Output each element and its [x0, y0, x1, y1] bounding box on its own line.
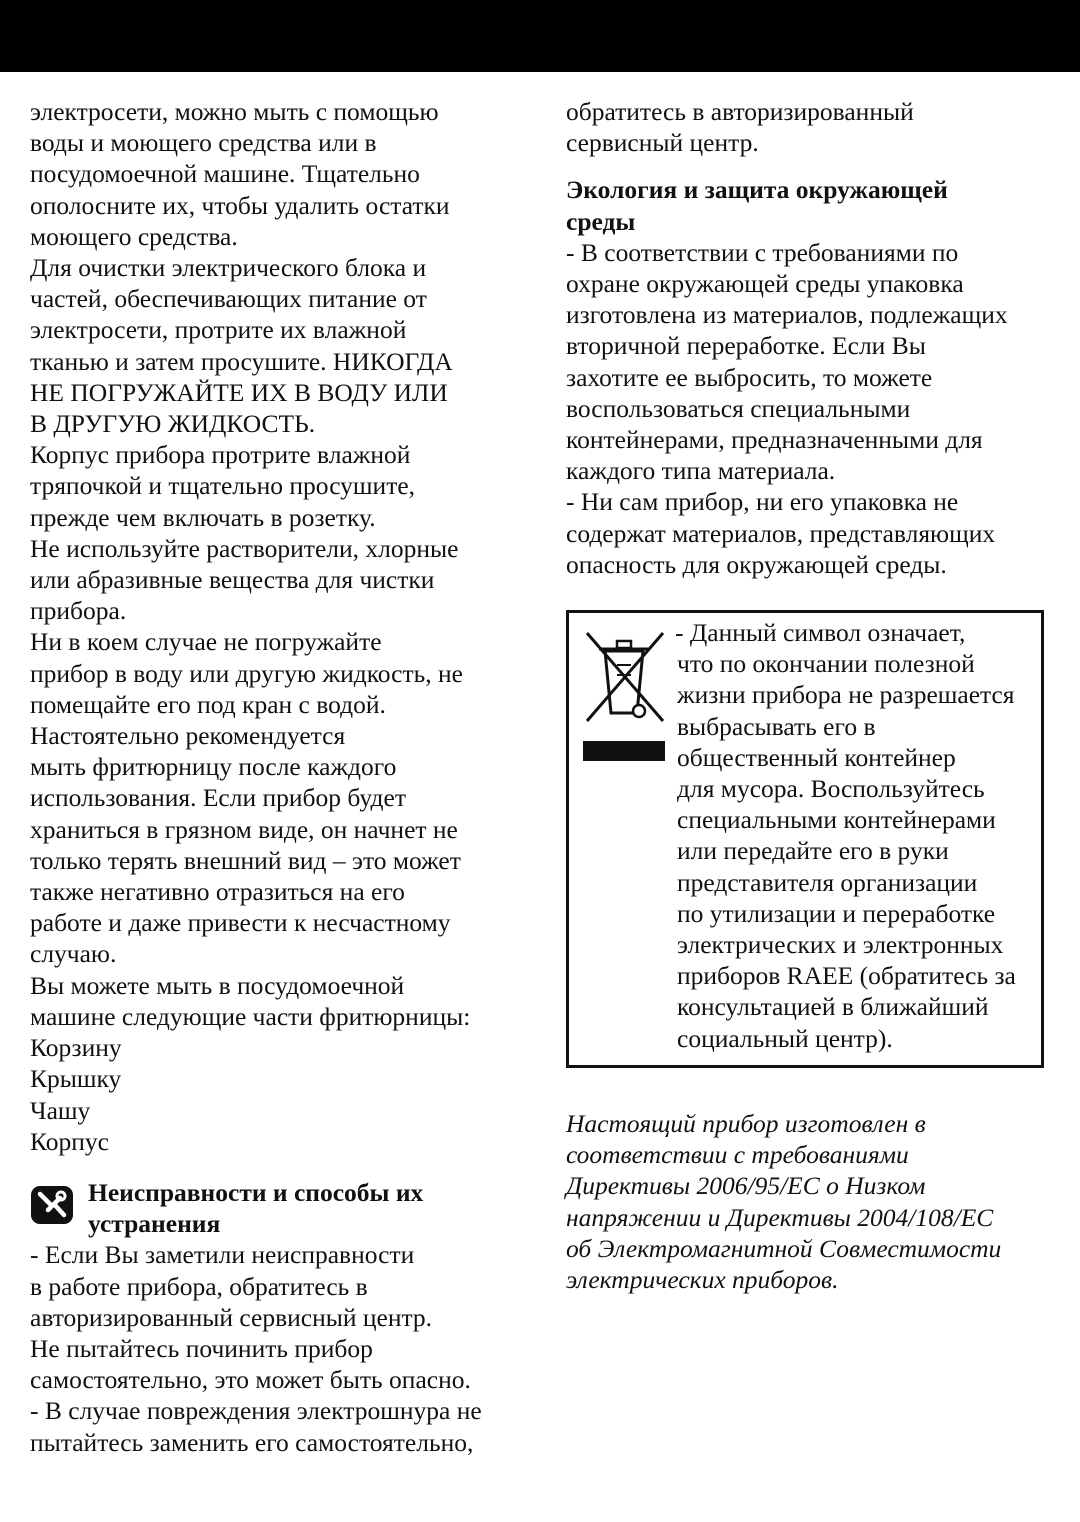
text-line: - Ни сам прибор, ни его упаковка не: [566, 487, 959, 517]
list-item: Чашу: [30, 1095, 91, 1125]
text-line: Не используйте растворители, хлорные: [30, 533, 459, 563]
text-line: Директивы 2006/95/ЕС о Низком: [566, 1171, 926, 1201]
cleaning-paragraph-2: [30, 252, 530, 439]
dishwasher-parts-list: [30, 1032, 530, 1157]
text-line: приборов RAEE (обратитесь за: [677, 961, 1016, 991]
text-line: Не пытайтесь починить прибор: [30, 1333, 373, 1363]
weee-notice-text: [677, 617, 1043, 1054]
text-line: прибора.: [30, 596, 127, 626]
text-line: в работе прибора, обратитесь в: [30, 1271, 368, 1301]
text-line: машине следующие части фритюрницы:: [30, 1001, 471, 1031]
text-line: опасность для окружающей среды.: [566, 549, 947, 579]
text-line: охране окружающей среды упаковка: [566, 269, 964, 299]
text-line: что по окончании полезной: [677, 649, 975, 679]
text-line: авторизированный сервисный центр.: [30, 1302, 433, 1332]
text-line: только терять внешний вид – это может: [30, 845, 461, 875]
text-line: контейнерами, предназначенными для: [566, 425, 983, 455]
text-line: электросети, протрите их влажной: [30, 315, 407, 345]
ecology-paragraph-2: [566, 486, 1050, 580]
right-column: [566, 96, 1050, 1295]
text-line: каждого типа материала.: [566, 456, 836, 486]
ecology-heading-line: Экология и защита окружающей: [566, 175, 948, 205]
text-line: электрических и электронных: [677, 930, 1004, 960]
text-line: моющего средства.: [30, 221, 238, 251]
text-line: или абразивные вещества для чистки: [30, 565, 435, 595]
text-line: работе и даже привести к несчастному: [30, 908, 451, 938]
header-bar: [0, 0, 1080, 72]
text-line: ополосните их, чтобы удалить остатки: [30, 190, 450, 220]
text-line: храниться в грязном виде, он начнет не: [30, 814, 458, 844]
text-line: частей, обеспечивающих питание от: [30, 284, 427, 314]
cleaning-paragraph-5: [30, 626, 530, 969]
text-line: напряжении и Директивы 2004/108/ЕС: [566, 1202, 994, 1232]
text-line: Настоящий прибор изготовлен в: [566, 1109, 926, 1139]
text-line: тканью и затем просушите. НИКОГДА: [30, 346, 453, 376]
cleaning-paragraph-4: [30, 533, 530, 627]
text-line: - Если Вы заметили неисправности: [30, 1240, 415, 1270]
text-line: об Электромагнитной Совместимости: [566, 1233, 1002, 1263]
text-line: общественный контейнер: [677, 742, 956, 772]
list-item: Корпус: [30, 1126, 109, 1156]
text-line: соответствии с требованиями: [566, 1140, 909, 1170]
text-line: обратитесь в авторизированный: [566, 97, 914, 126]
left-column: [30, 96, 530, 1458]
text-line: вторичной переработке. Если Вы: [566, 331, 926, 361]
text-line: тряпочкой и тщательно просушите,: [30, 471, 416, 501]
text-line: В ДРУГУЮ ЖИДКОСТЬ.: [30, 409, 316, 439]
text-line: Ни в коем случае не погружайте: [30, 627, 382, 657]
ecology-paragraph-1: [566, 237, 1050, 487]
text-line: специальными контейнерами: [677, 805, 996, 835]
ecology-heading-line: среды: [566, 206, 636, 236]
text-line: представителя организации: [677, 867, 978, 897]
text-line: выбрасывать его в: [677, 711, 876, 741]
text-line: жизни прибора не разрешается: [677, 680, 1015, 710]
text-line: посудомоечной машине. Тщательно: [30, 159, 420, 189]
list-item: Крышку: [30, 1064, 122, 1094]
text-line: мыть фритюрницу после каждого: [30, 752, 397, 782]
troubleshooting-heading: Неисправности и способы их: [88, 1177, 424, 1207]
troubleshooting-heading: устранения: [88, 1209, 221, 1239]
text-line: или передайте его в руки: [677, 836, 949, 866]
text-line: консультацией в ближайший: [677, 992, 989, 1022]
text-line: изготовлена из материалов, подлежащих: [566, 300, 1008, 330]
text-line: содержат материалов, представляющих: [566, 518, 996, 548]
text-line: - Данный символ означает,: [675, 618, 966, 648]
text-line: Для очистки электрического блока и: [30, 253, 427, 283]
text-line: прежде чем включать в розетку.: [30, 502, 376, 532]
text-line: Настоятельно рекомендуется: [30, 721, 346, 751]
text-line: помещайте его под кран с водой.: [30, 689, 386, 719]
text-line: использования. Если прибор будет: [30, 783, 406, 813]
troubleshooting-text: [30, 1239, 530, 1457]
list-item: Корзину: [30, 1033, 122, 1063]
cleaning-paragraph-6: [30, 970, 530, 1032]
text-line: электросети, можно мыть с помощью: [30, 97, 439, 126]
text-line: Вы можете мыть в посудомоечной: [30, 970, 405, 1000]
compliance-statement: [566, 1108, 1050, 1295]
text-line: также негативно отразиться на его: [30, 877, 405, 907]
text-line: пытайтесь заменить его самостоятельно,: [30, 1427, 474, 1457]
text-line: самостоятельно, это может быть опасно.: [30, 1365, 471, 1395]
text-line: Корпус прибора протрите влажной: [30, 440, 411, 470]
text-line: воспользоваться специальными: [566, 393, 911, 423]
wrench-icon: [30, 1185, 74, 1225]
weee-notice-box: [566, 610, 1044, 1068]
text-line: прибор в воду или другую жидкость, не: [30, 658, 463, 688]
text-line: - В соответствии с требованиями по: [566, 237, 959, 267]
crossed-bin-icon: [579, 625, 669, 725]
text-line: захотите ее выбросить, то можете: [566, 362, 933, 392]
service-continuation: [566, 96, 1050, 158]
text-line: случаю.: [30, 939, 117, 969]
text-line: социальный центр).: [677, 1023, 893, 1053]
text-line: - В случае повреждения электрошнура не: [30, 1396, 482, 1426]
cleaning-paragraph-1: [30, 96, 530, 252]
text-line: по утилизации и переработке: [677, 898, 996, 928]
text-line: электрических приборов.: [566, 1265, 839, 1295]
text-line: НЕ ПОГРУЖАЙТЕ ИХ В ВОДУ ИЛИ: [30, 377, 448, 407]
cleaning-paragraph-3: [30, 439, 530, 533]
troubleshooting-section-heading: [30, 1177, 530, 1239]
bin-underline-bar: [583, 741, 665, 761]
ecology-heading: [566, 174, 1050, 236]
text-line: для мусора. Воспользуйтесь: [677, 774, 985, 804]
text-line: воды и моющего средства или в: [30, 128, 377, 158]
text-line: сервисный центр.: [566, 128, 759, 158]
